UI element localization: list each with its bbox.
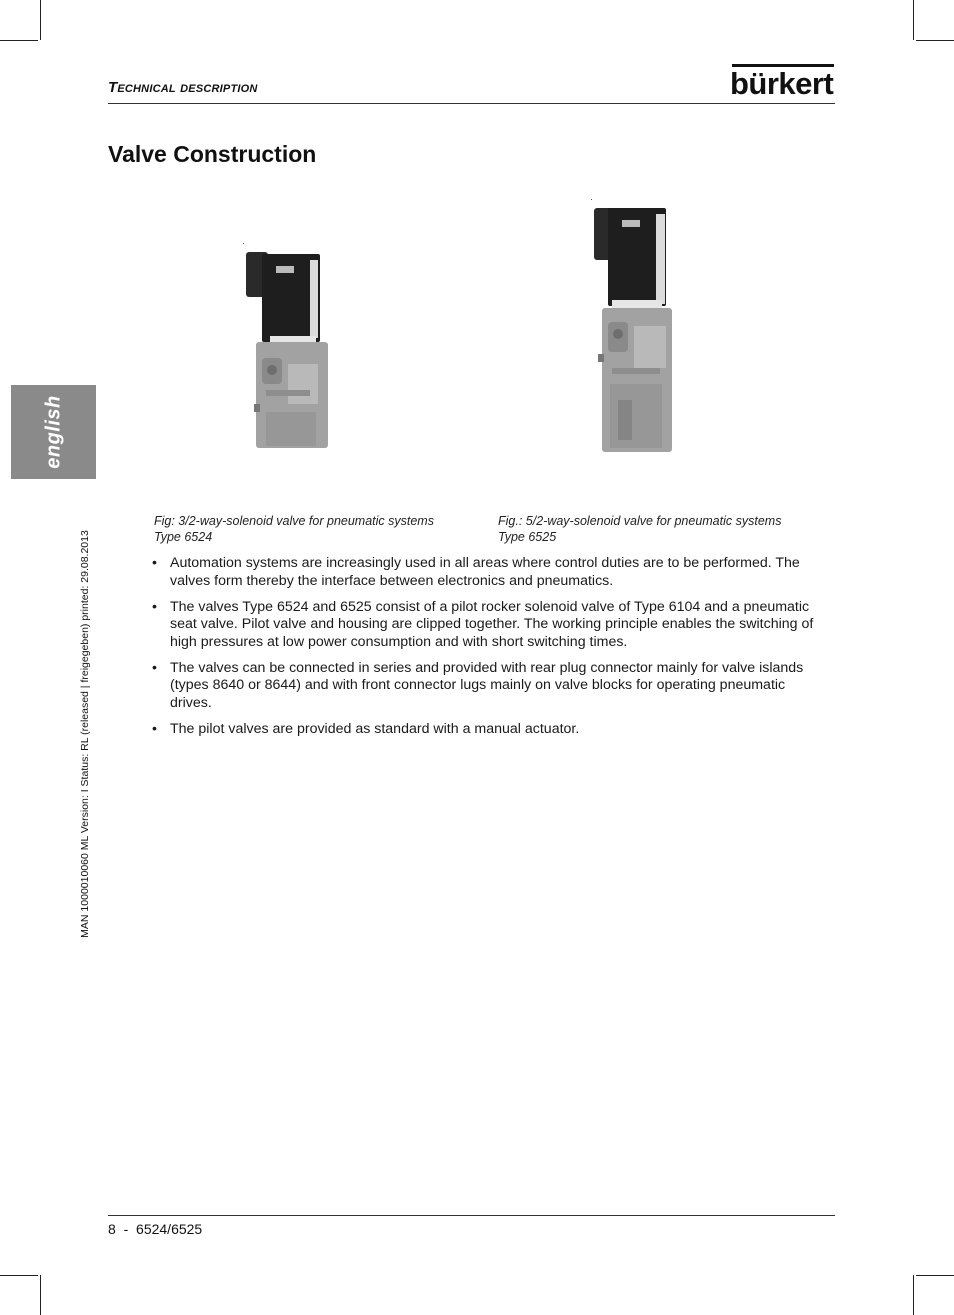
bullet-symbol: • — [152, 720, 157, 737]
valve-6524-image — [240, 240, 335, 460]
list-item-text: The pilot valves are provided as standard with a manual actuator. — [170, 720, 580, 737]
language-label: english — [42, 395, 64, 469]
brand-wordmark: bürkert — [730, 66, 834, 98]
document-meta: MAN 1000010060 ML Version: I Status: RL (released | freigegeben) printed: 29.08.2013 — [79, 530, 91, 938]
page-title: Valve Construction — [108, 141, 317, 167]
list-item — [152, 660, 828, 713]
crop-mark — [40, 1275, 41, 1315]
figure-caption-6524 — [154, 513, 434, 545]
bullet-symbol: • — [152, 555, 157, 571]
bullet-symbol: • — [152, 598, 157, 615]
figure-caption-6525 — [498, 513, 781, 545]
caption-line: Fig.: 5/2-way-solenoid valve for pneumatic systems — [498, 514, 782, 528]
section-title: Technical description — [108, 79, 258, 96]
list-item — [152, 555, 828, 590]
header-rule — [108, 103, 835, 104]
document-reference: 6524/6525 — [136, 1221, 203, 1237]
description-list — [152, 555, 828, 747]
crop-mark — [913, 1275, 914, 1315]
footer-rule — [108, 1215, 835, 1216]
list-item-text: The valves Type 6524 and 6525 consist of a pilot rocker solenoid valve of Type 6104 and a pneumatic seat valve. Pilot valve and housing are clipped together. The working principle enables the switching of high pressures at low power consumption and with short switching times. — [170, 598, 814, 650]
crop-mark — [916, 40, 954, 41]
language-tab — [11, 385, 96, 479]
bullet-symbol: • — [152, 659, 157, 676]
valve-6525-image — [588, 196, 683, 463]
crop-mark — [913, 0, 914, 40]
crop-mark — [916, 1275, 954, 1276]
page-number: 8 — [108, 1221, 116, 1237]
list-item — [152, 599, 828, 652]
page-footer — [108, 1221, 202, 1237]
crop-mark — [0, 40, 38, 41]
caption-line: Fig: 3/2-way-solenoid valve for pneumatic systems — [154, 514, 434, 528]
caption-line: Type 6525 — [498, 530, 557, 544]
list-item-text: The valves can be connected in series and provided with rear plug connector mainly for valve islands (types 8640 or 8644) and with front connector lugs mainly on valve blocks for operating pneumatic drives. — [170, 659, 804, 711]
caption-line: Type 6524 — [154, 530, 213, 544]
burkert-logo — [730, 62, 836, 103]
list-item — [152, 721, 828, 739]
footer-separator: - — [123, 1221, 129, 1237]
list-item-text: Automation systems are increasingly used in all areas where control duties are to be performed. The valves form thereby the interface between electronics and pneumatics. — [170, 555, 800, 589]
crop-mark — [0, 1275, 38, 1276]
crop-mark — [40, 0, 41, 40]
